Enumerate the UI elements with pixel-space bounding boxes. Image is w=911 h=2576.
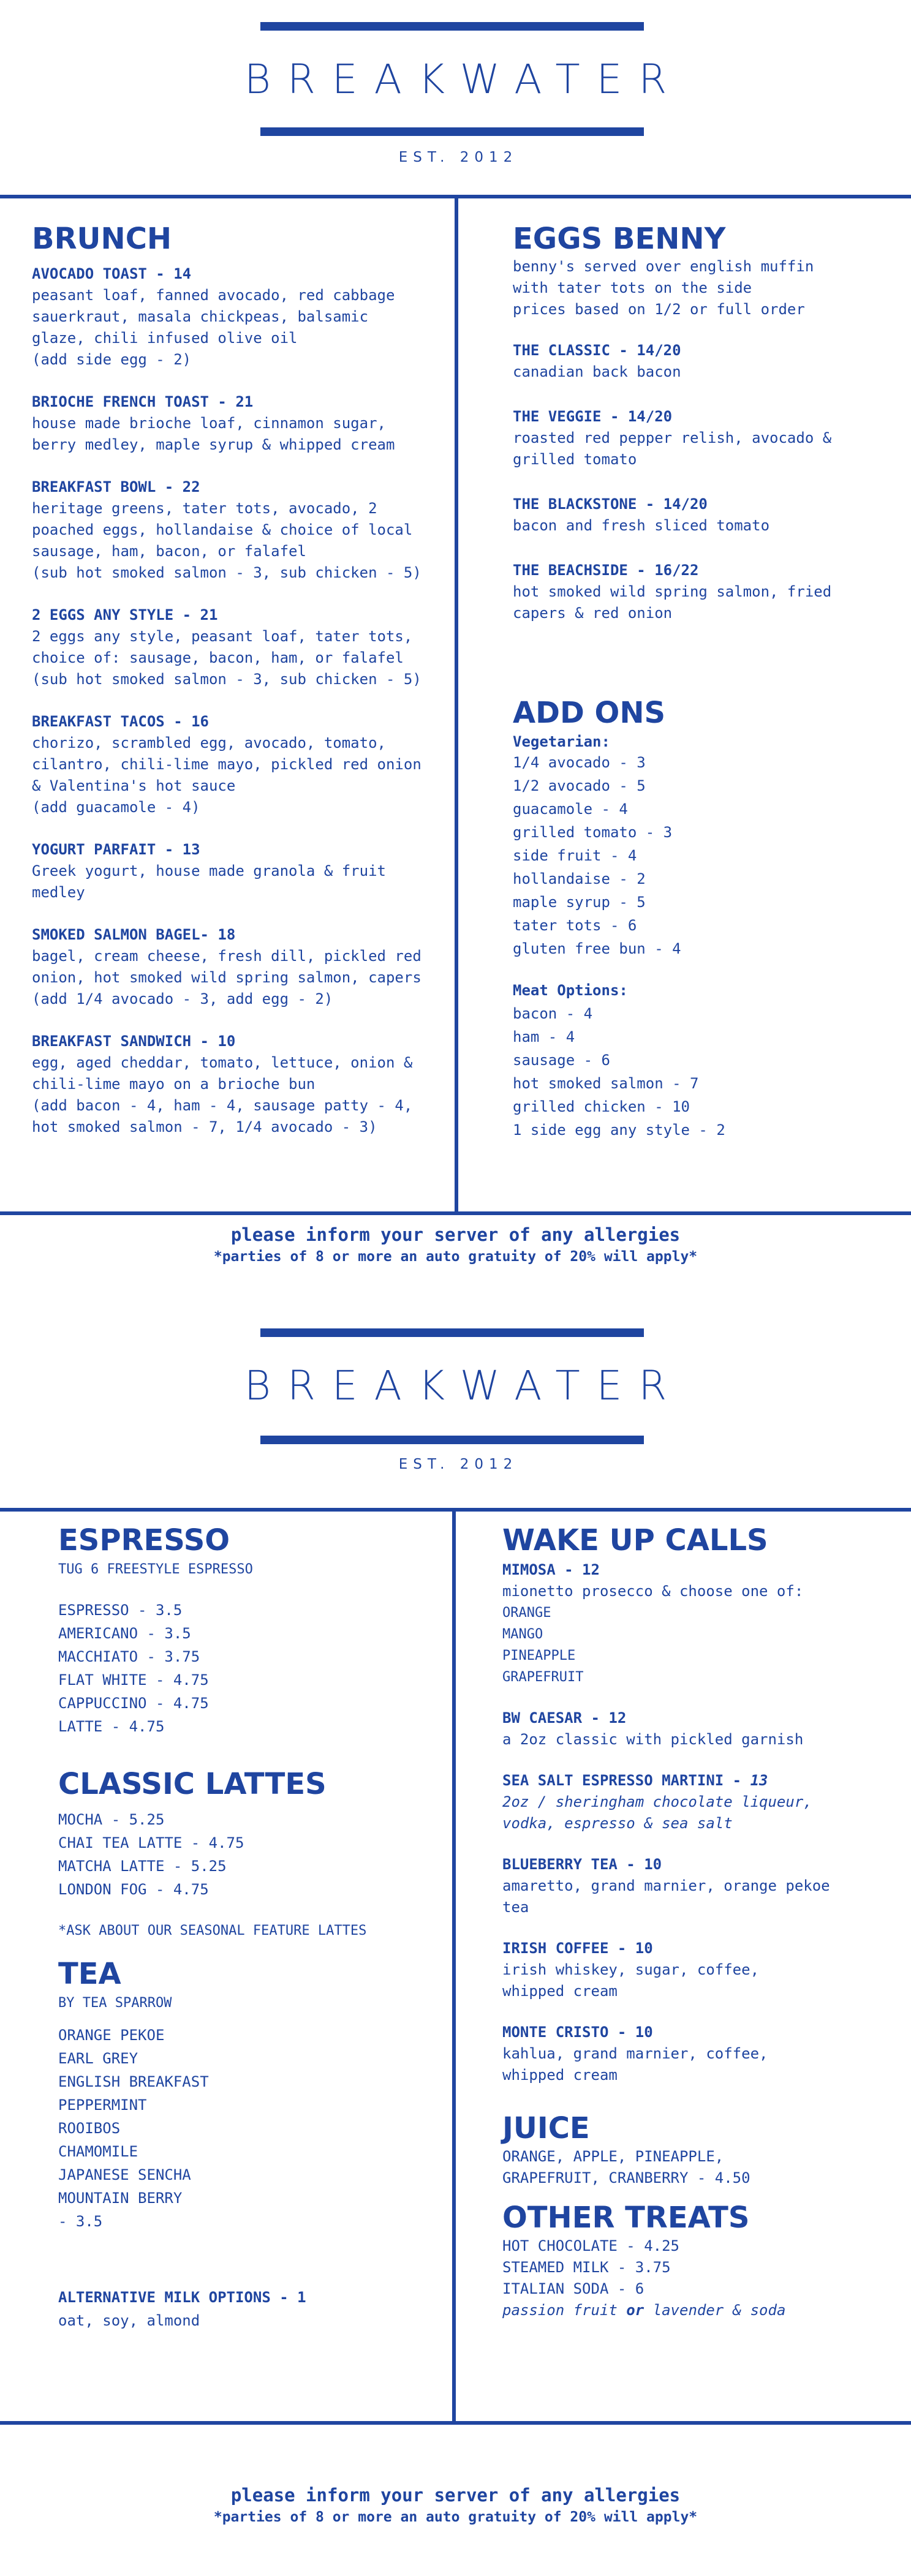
item-desc: poached eggs, hollandaise & choice of local [32, 521, 413, 538]
item-name: SMOKED SALMON BAGEL- 18 [32, 926, 236, 943]
item-name: THE CLASSIC - 14/20 [513, 342, 681, 359]
column-divider [455, 195, 458, 1215]
addon-item: tater tots - 6 [513, 917, 637, 934]
logo-top-rule [260, 22, 644, 31]
tea-item: ENGLISH BREAKFAST [58, 2073, 209, 2090]
tea-list [58, 2024, 444, 2233]
treat-item: STEAMED MILK - 3.75 [502, 2259, 671, 2276]
milk-options-title: ALTERNATIVE MILK OPTIONS - 1 [58, 2289, 306, 2306]
item-desc: medley [32, 884, 85, 901]
intro-line: prices based on 1/2 or full order [513, 301, 805, 318]
item-name: IRISH COFFEE - 10 [502, 1940, 653, 1957]
item-desc: (sub hot smoked salmon - 3, sub chicken - 5) [32, 671, 421, 688]
menu-item [32, 1031, 448, 1138]
item-name: BRIOCHE FRENCH TOAST - 21 [32, 393, 254, 410]
tea-item: - 3.5 [58, 2213, 103, 2230]
item-desc: egg, aged cheddar, tomato, lettuce, onion & [32, 1054, 413, 1071]
flavour-or: or [626, 2302, 645, 2319]
item-desc: amaretto, grand marnier, orange pekoe [502, 1877, 830, 1894]
item-desc: chorizo, scrambled egg, avocado, tomato, [32, 734, 386, 751]
brunch-section [32, 222, 448, 1138]
item-desc: sauerkraut, masala chickpeas, balsamic [32, 308, 369, 325]
item-desc: & Valentina's hot sauce [32, 777, 236, 794]
allergy-footer [0, 2483, 911, 2527]
meat-list [513, 1002, 893, 1142]
item-desc: whipped cream [502, 1983, 618, 2000]
item-desc: MANGO [502, 1627, 543, 1642]
menu-item [502, 1559, 894, 1688]
item-name: MIMOSA - 12 [502, 1561, 600, 1578]
menu-item [513, 340, 893, 383]
addon-item: guacamole - 4 [513, 800, 628, 818]
item-desc: vodka, espresso & sea salt [502, 1815, 733, 1832]
item-name: AVOCADO TOAST - 14 [32, 265, 192, 282]
section-title: OTHER TREATS [502, 2201, 750, 2235]
treats-list [502, 2235, 894, 2300]
espresso-item: CAPPUCCINO - 4.75 [58, 1695, 209, 1712]
milk-options-text: oat, soy, almond [58, 2312, 200, 2329]
established-text: EST. 2012 [398, 149, 518, 165]
latte-item: MOCHA - 5.25 [58, 1811, 165, 1828]
tea-item: MOUNTAIN BERRY [58, 2190, 183, 2207]
item-name: 2 EGGS ANY STYLE - 21 [32, 606, 218, 623]
treat-item: HOT CHOCOLATE - 4.25 [502, 2237, 679, 2254]
section-title: TEA [58, 1957, 121, 1991]
latte-item: CHAI TEA LATTE - 4.75 [58, 1834, 244, 1851]
item-desc: hot smoked wild spring salmon, fried [513, 583, 832, 600]
allergy-note: please inform your server of any allergies [230, 1224, 681, 1245]
item-desc: bagel, cream cheese, fresh dill, pickled red [32, 947, 421, 965]
benny-list [513, 340, 893, 624]
item-desc: sausage, ham, bacon, or falafel [32, 543, 306, 560]
item-name: BREAKFAST SANDWICH - 10 [32, 1033, 236, 1050]
section-title: CLASSIC LATTES [58, 1767, 327, 1801]
latte-item: LONDON FOG - 4.75 [58, 1881, 209, 1898]
addon-item: 1/4 avocado - 3 [513, 754, 646, 771]
tea-subtitle: BY TEA SPARROW [58, 1995, 172, 2011]
menu-item [502, 1770, 894, 1834]
item-name: YOGURT PARFAIT - 13 [32, 841, 200, 858]
gratuity-note: *parties of 8 or more an auto gratuity of 20% will apply* [213, 1249, 698, 1265]
section-title: BRUNCH [32, 222, 172, 256]
item-desc: canadian back bacon [513, 363, 681, 380]
menu-item [513, 560, 893, 624]
menu-item [32, 711, 448, 818]
menu-item [502, 1854, 894, 1918]
section-title: JUICE [502, 2111, 590, 2145]
menu-item [32, 604, 448, 690]
addon-item: 1 side egg any style - 2 [513, 1121, 725, 1139]
addon-item: 1/2 avocado - 5 [513, 777, 646, 794]
column-divider [452, 1508, 456, 2425]
item-name: THE VEGGIE - 14/20 [513, 408, 673, 425]
flavour-a: passion fruit [502, 2302, 627, 2319]
allergy-note: please inform your server of any allergies [230, 2485, 681, 2506]
menu-item [502, 2022, 894, 2086]
item-price: 13 [750, 1772, 768, 1789]
menu-item [502, 1708, 894, 1750]
item-desc: (add bacon - 4, ham - 4, sausage patty - 4, [32, 1097, 413, 1114]
benny-intro [513, 256, 893, 320]
intro-line: with tater tots on the side [513, 279, 752, 296]
logo-top-rule [260, 1328, 644, 1337]
item-name: BREAKFAST TACOS - 16 [32, 713, 209, 730]
item-desc: a 2oz classic with pickled garnish [502, 1731, 804, 1748]
addon-item: ham - 4 [513, 1028, 575, 1045]
section-title: ESPRESSO [58, 1523, 230, 1557]
tea-item: EARL GREY [58, 2050, 138, 2067]
soda-flavours [502, 2300, 894, 2321]
tea-item: ROOIBOS [58, 2120, 121, 2137]
gratuity-note: *parties of 8 or more an auto gratuity of 20% will apply* [213, 2509, 698, 2525]
item-name: THE BEACHSIDE - 16/22 [513, 562, 699, 579]
page-logo: BREAKWATER [244, 56, 684, 103]
addon-item: bacon - 4 [513, 1005, 593, 1022]
item-desc: grilled tomato [513, 451, 637, 468]
item-name: BW CAESAR - 12 [502, 1709, 627, 1727]
item-desc: irish whiskey, sugar, coffee, [502, 1961, 760, 1978]
item-desc: onion, hot smoked wild spring salmon, capers [32, 969, 421, 986]
espresso-item: LATTE - 4.75 [58, 1718, 165, 1735]
espresso-item: FLAT WHITE - 4.75 [58, 1671, 209, 1689]
item-desc: whipped cream [502, 2066, 618, 2084]
latte-list [58, 1808, 444, 1901]
item-desc: house made brioche loaf, cinnamon sugar, [32, 415, 386, 432]
item-desc: chili-lime mayo on a brioche bun [32, 1075, 316, 1093]
page-logo: BREAKWATER [244, 1362, 684, 1409]
seasonal-note: *ASK ABOUT OUR SEASONAL FEATURE LATTES [58, 1923, 367, 1938]
addon-item: sausage - 6 [513, 1052, 610, 1069]
tea-item: CHAMOMILE [58, 2143, 138, 2160]
menu-item [32, 924, 448, 1010]
item-name: BREAKFAST BOWL - 22 [32, 478, 200, 495]
meat-label: Meat Options: [513, 982, 628, 999]
addons-section [513, 693, 893, 1142]
menu-item [32, 263, 448, 371]
vegetarian-list [513, 751, 893, 960]
juice-line: GRAPEFRUIT, CRANBERRY - 4.50 [502, 2169, 750, 2186]
treat-item: ITALIAN SODA - 6 [502, 2280, 645, 2297]
addon-item: maple syrup - 5 [513, 894, 646, 911]
intro-line: benny's served over english muffin [513, 258, 814, 275]
tea-item: ORANGE PEKOE [58, 2027, 165, 2044]
item-desc: cilantro, chili-lime mayo, pickled red onion [32, 756, 421, 773]
item-desc: berry medley, maple syrup & whipped cream [32, 436, 395, 453]
item-desc: Greek yogurt, house made granola & fruit [32, 862, 386, 879]
espresso-item: AMERICANO - 3.5 [58, 1625, 191, 1642]
item-desc: glaze, chili infused olive oil [32, 330, 298, 347]
item-desc: kahlua, grand marnier, coffee, [502, 2045, 768, 2062]
item-desc: 2oz / sheringham chocolate liqueur, [502, 1793, 812, 1810]
item-desc: (add guacamole - 4) [32, 799, 200, 816]
item-desc: hot smoked salmon - 7, 1/4 avocado - 3) [32, 1118, 377, 1135]
addon-item: gluten free bun - 4 [513, 940, 681, 957]
item-desc: 2 eggs any style, peasant loaf, tater tots, [32, 628, 413, 645]
item-desc: (sub hot smoked salmon - 3, sub chicken - 5) [32, 564, 421, 581]
menu-item [32, 391, 448, 456]
item-desc: mionetto prosecco & choose one of: [502, 1583, 804, 1600]
section-title: EGGS BENNY [513, 222, 726, 256]
espresso-subtitle: TUG 6 FREESTYLE ESPRESSO [58, 1562, 253, 1577]
item-desc: GRAPEFRUIT [502, 1670, 584, 1685]
menu-item [513, 406, 893, 470]
item-desc: peasant loaf, fanned avocado, red cabbage [32, 287, 395, 304]
item-desc: bacon and fresh sliced tomato [513, 517, 770, 534]
tea-item: JAPANESE SENCHA [58, 2166, 191, 2183]
item-desc: (add side egg - 2) [32, 351, 192, 368]
item-name: BLUEBERRY TEA - 10 [502, 1856, 662, 1873]
drinks-right-column [502, 1521, 894, 2321]
item-desc: heritage greens, tater tots, avocado, 2 [32, 500, 377, 517]
menu-bottom-rule [0, 1211, 911, 1215]
espresso-item: ESPRESSO - 3.5 [58, 1602, 183, 1619]
drinks-left-column [58, 1521, 444, 2332]
addon-item: hot smoked salmon - 7 [513, 1075, 699, 1092]
item-desc: roasted red pepper relish, avocado & [513, 429, 832, 446]
vegetarian-label: Vegetarian: [513, 733, 610, 750]
logo-bottom-rule [260, 1436, 644, 1444]
menu-item [32, 476, 448, 584]
menu-item [502, 1938, 894, 2002]
item-desc: choice of: sausage, bacon, ham, or falafel [32, 649, 404, 666]
flavour-b: lavender & soda [644, 2302, 786, 2319]
brunch-list [32, 263, 448, 1138]
menu-item [513, 494, 893, 537]
addon-item: hollandaise - 2 [513, 870, 646, 887]
item-desc: tea [502, 1899, 529, 1916]
item-desc: ORANGE [502, 1605, 551, 1621]
item-name: THE BLACKSTONE - 14/20 [513, 495, 708, 513]
item-name [502, 1770, 894, 1791]
benny-section [513, 222, 893, 624]
addon-item: side fruit - 4 [513, 847, 637, 864]
addon-item: grilled chicken - 10 [513, 1098, 690, 1115]
section-title: ADD ONS [513, 696, 666, 730]
addon-item: grilled tomato - 3 [513, 824, 673, 841]
allergy-footer [0, 1222, 911, 1267]
established-text: EST. 2012 [398, 1456, 518, 1472]
espresso-list [58, 1599, 444, 1738]
espresso-item: MACCHIATO - 3.75 [58, 1648, 200, 1665]
logo-bottom-rule [260, 127, 644, 136]
menu-item [32, 839, 448, 903]
juice-line: ORANGE, APPLE, PINEAPPLE, [502, 2148, 724, 2165]
item-desc: (add 1/4 avocado - 3, add egg - 2) [32, 990, 333, 1007]
item-name: MONTE CRISTO - 10 [502, 2024, 653, 2041]
item-desc: capers & red onion [513, 604, 673, 622]
item-desc: PINEAPPLE [502, 1648, 576, 1663]
section-title: WAKE UP CALLS [502, 1523, 768, 1557]
latte-item: MATCHA LATTE - 5.25 [58, 1858, 227, 1875]
item-name-text: SEA SALT ESPRESSO MARTINI - [502, 1772, 750, 1789]
tea-item: PEPPERMINT [58, 2096, 147, 2114]
menu-bottom-rule [0, 2421, 911, 2425]
